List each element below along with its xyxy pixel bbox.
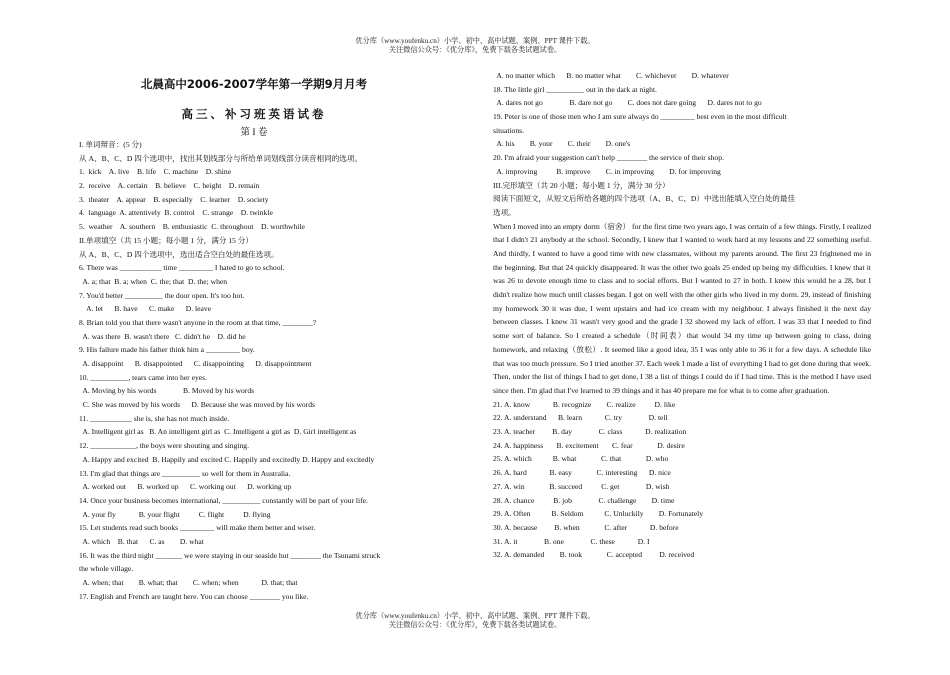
question-line: A. dares not go B. dare not go C. does not dare going D. dares not to go	[493, 98, 762, 108]
question-line: 3. theater A. appear B. especially C. learner D. society	[79, 194, 269, 204]
question-line: II.单项填空（共 15 小题；每小题 1 分，满分 15 分）	[79, 235, 254, 245]
question-line: 18. The little girl __________ out in the dark at night.	[493, 84, 657, 94]
question-line: 5. weather A. southern B. enthusiastic C. throughout D. worthwhile	[79, 222, 305, 232]
option-line: 23. A. teacher B. day C. class D. realization	[493, 427, 687, 437]
question-line: 16. It was the third night _______ we were staying in our seaside hut ________ the Tsunami struck	[79, 550, 381, 560]
question-line: 8. Brian told you that there wasn't anyone in the room at that time, ________?	[79, 317, 317, 327]
right-top-questions	[493, 69, 878, 220]
page-footer	[0, 612, 950, 630]
header-line-1: 优分库（www.youfenku.cn）小学、初中、高中试题、案例、PPT 课件下载。	[355, 37, 595, 45]
cloze-passage: When I moved into an empty dorm（宿舍） for the first time two years ago, I was certain of a few things. Firstly, I realized that I didn't 21 anybody at the school. Secondly, I knew that I wanted to work hard at my lessons and 22 something useful. And thirdly, I wanted to have a good time with new classmates, without my parents around. The first 23 frightened me in the beginning. But that 24 quickly disappeared. It was the other two goals 25 ended up being my difficulties. I knew that it was 26 to devote enough time to class and to social efforts. But I wanted to 27 in both. I knew this would be a 28, but I didn't realize how much until classes began. I got on well with the other girls who lived in my dorm. 29, instead of finishing my homework 30 it was due, I went upstairs and had ice cream with my neighbour. I always finished it the next day between classes. I knew 31 wasn't very good and the grade I 32 showed my lack of effort. I was 33 that I needed to find some sort of balance. So I created a schedule（时间表）that would 34 my time up between going to class, doing homework, and relaxing（放松）. It seemed like a good idea, 35 I was only able to 36 it for a few days. A schedule like that was too much pressure. So I tried another 37. Each week I made a list of everything I had to get done during that week. Then, under the list of things I had to get done, I 38 a list of things I could do if I had time. This is the method I have used since then. I'm glad that I've learned to 39 things and it has 40 prepare me for what is to come after graduation.	[493, 221, 871, 395]
option-line: 30. A. because B. when C. after D. before	[493, 522, 679, 532]
question-line: the whole village.	[79, 564, 134, 574]
option-line: 26. A. hard B. easy C. interesting D. nice	[493, 468, 671, 478]
question-line: A. no matter which B. no matter what C. whichever D. whatever	[493, 71, 729, 80]
question-line: A. Happy and excited B. Happily and excited C. Happily and excitedly D. Happy and excitedly	[79, 454, 375, 464]
option-line: 24. A. happiness B. excitement C. fear D. desire	[493, 440, 685, 450]
cloze-options	[493, 398, 878, 562]
volume-label: 第 I 卷	[240, 128, 268, 138]
footer-line-1: 优分库（www.youfenku.cn）小学、初中、高中试题、案例、PPT 课件下载。	[355, 612, 595, 620]
question-line: 13. I'm glad that things are __________ so well for them in Australia.	[79, 468, 291, 478]
question-line: 从 A、B、C、D 四个选项中，找出其划线部分与所给单词划线部分读音相同的选项。	[79, 153, 363, 163]
left-column	[79, 138, 479, 603]
question-line: 9. His failure made his father think him a _________ boy.	[79, 345, 255, 355]
exam-title: 北晨高中2006-2007学年第一学期9月月考	[140, 77, 368, 91]
question-line: 从 A、B、C、D 四个选项中，选出适合空白处的最佳选项。	[79, 249, 279, 259]
question-line: A. was there B. wasn't there C. didn't he D. did he	[79, 331, 246, 341]
question-line: A. Moving by his words B. Moved by his words	[79, 386, 255, 396]
question-line: 10. __________, tears came into her eyes.	[79, 372, 208, 382]
question-line: 7. You'd better __________ the door open. It's too hot.	[79, 290, 245, 300]
question-line: A. which B. that C. as D. what	[79, 536, 204, 546]
question-line: A. a; that B. a; when C. the; that D. the; when	[79, 276, 228, 286]
question-line: A. your fly B. your flight C. flight D. flying	[79, 509, 271, 519]
question-line: A. improving B. improve C. in improving D. for improving	[493, 166, 721, 176]
question-line: 阅读下面短文，从短文后所给各题的四个选项（A、B、C、D）中选出能填入空白处的最佳	[493, 194, 796, 204]
question-line: III.完形填空（共 20 小题；每小题 1 分，满分 30 分）	[493, 180, 670, 190]
question-line: A. let B. have C. make D. leave	[79, 304, 212, 314]
question-line: A. Intelligent girl as B. An intelligent girl as C. Intelligent a girl as D. Girl intelligent as	[79, 427, 357, 437]
right-column	[493, 69, 878, 562]
option-line: 22. A. understand B. learn C. try D. tell	[493, 413, 668, 423]
question-line: 12. ____________, the boys were shouting and singing.	[79, 441, 250, 451]
question-line: 20. I'm afraid your suggestion can't help ________ the service of their shop.	[493, 153, 724, 163]
exam-subtitle: 高三、补习班英语试卷	[181, 107, 327, 121]
question-line: 17. English and French are taught here. You can choose ________ you like.	[79, 591, 309, 601]
question-line: A. disappoint B. disappointed C. disappointing D. disappointment	[79, 359, 312, 368]
question-line: 1. kick A. live B. life C. machine D. shine	[79, 167, 232, 177]
question-line: 15. Let students read such books _________ will make them better and wiser.	[79, 523, 316, 533]
option-line: 21. A. know B. recognize C. realize D. like	[493, 399, 676, 409]
question-line: 选项。	[493, 207, 516, 217]
question-line: 6. There was ___________ time _________ I hated to go to school.	[79, 263, 285, 273]
question-line: A. worked out B. worked up C. working out D. working up	[79, 482, 292, 492]
question-line: 14. Once your business becomes international, __________ constantly will be part of your life.	[79, 495, 368, 505]
question-line: A. when; that B. what; that C. when; when D. that; that	[79, 578, 298, 587]
question-line: I. 单词辩音：(5 分)	[79, 140, 142, 149]
question-line: A. his B. your C. their D. one's	[493, 139, 631, 149]
option-line: 31. A. it B. one C. these D. I	[493, 536, 650, 546]
option-line: 32. A. demanded B. took C. accepted D. received	[493, 550, 695, 560]
question-line: 19. Peter is one of those men who I am sure always do _________ best even in the most difficult	[493, 112, 787, 122]
page-header	[0, 37, 950, 55]
option-line: 28. A. chance B. job C. challenge D. time	[493, 495, 675, 505]
header-line-2: 关注微信公众号：《优分库》，免费下载各类试题试卷。	[388, 46, 562, 54]
option-line: 29. A. Often B. Seldom C. Unluckily D. Fortunately	[493, 509, 704, 519]
question-line: 4. language A. attentively B. control C. strange D. twinkle	[79, 208, 273, 218]
question-line: C. She was moved by his words D. Because she was moved by his words	[79, 400, 316, 410]
question-line: situations.	[493, 125, 525, 135]
question-line: 2. receive A. certain B. believe C. height D. remain	[79, 181, 260, 191]
option-line: 27. A. win B. succeed C. get D. wish	[493, 481, 670, 491]
option-line: 25. A. which B. what C. that D. who	[493, 454, 669, 464]
question-line: 11. ___________ she is, she has not much inside.	[79, 413, 230, 423]
footer-line-2: 关注微信公众号：《优分库》，免费下载各类试题试卷。	[388, 621, 562, 629]
